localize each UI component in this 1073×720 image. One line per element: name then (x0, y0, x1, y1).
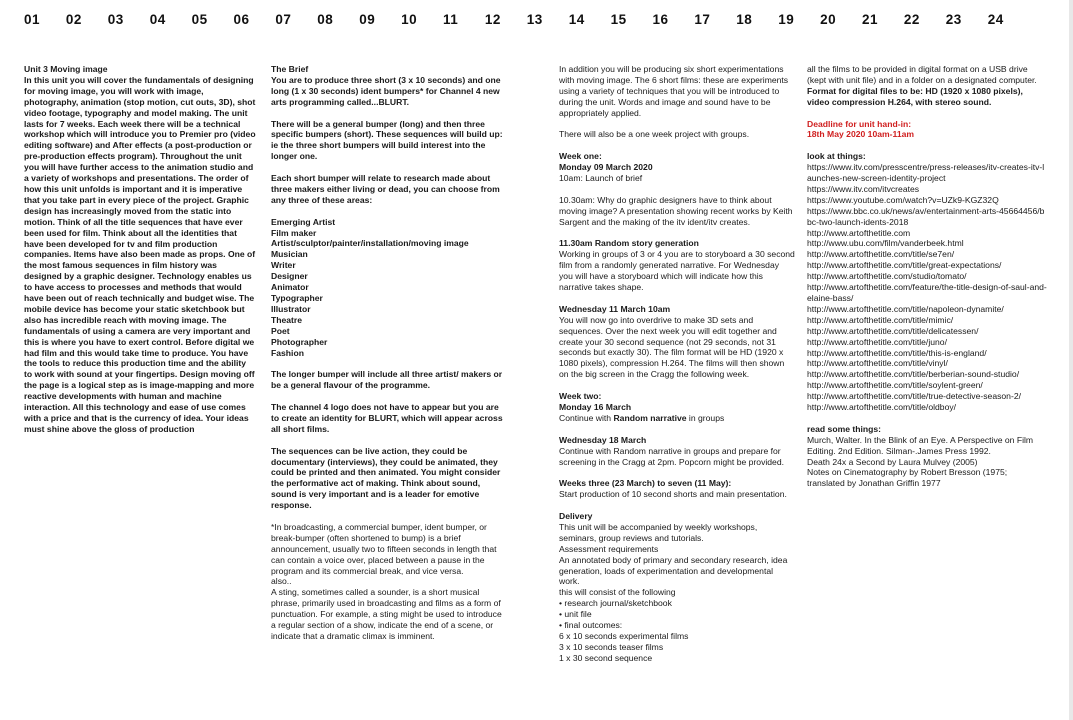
week1-launch: 10am: Launch of brief (559, 173, 643, 184)
delivery-item: 1 x 30 second sequence (559, 652, 653, 663)
grid-number: 08 (317, 12, 334, 27)
delivery-item: • final outcomes: (559, 620, 623, 631)
delivery-item: This unit will be accompanied by weekly workshops, seminars, group reviews and tutorials. (559, 521, 758, 543)
grid-number: 01 (24, 12, 41, 27)
week1-1130-title: 11.30am Random story generation (559, 238, 699, 249)
footnote-bumper: *In broadcasting, a commercial bumper, ident bumper, or break-bumper (often shortened to bump) is a brief announcement, usually two to fifteen seconds in length that can contain a voice over, placed between a pause in the program and its commercial break, and vice versa. (271, 521, 497, 576)
grid-number: 15 (610, 12, 627, 27)
week1-title: Week one: (559, 151, 602, 162)
delivery-list (559, 522, 795, 664)
deadline-date: 18th May 2020 10am-11am (807, 129, 915, 140)
column-number-ruler (0, 0, 1073, 40)
grid-number: 02 (65, 12, 82, 27)
resource-link[interactable]: http://www.artofthetitle.com/title/oldboy/ (807, 402, 957, 413)
area-item: Theatre (271, 314, 303, 325)
group-project-text: There will also be a one week project with groups. (559, 129, 750, 140)
look-title: look at things: (807, 151, 866, 162)
grid-number: 20 (820, 12, 837, 27)
area-item: Designer (271, 271, 308, 282)
column-brief (271, 64, 506, 653)
grid-number: 07 (275, 12, 292, 27)
week2-line (559, 413, 795, 424)
grid-number: 11 (443, 12, 459, 27)
wed11-title: Wednesday 11 March 10am (559, 303, 671, 314)
week2-bold: Random narrative (613, 412, 687, 423)
week1-1030: 10.30am: Why do graphic designers have to think about moving image? A presentation showing recent works by Keith Sargent and the making of the itv ident/itv creates. (559, 194, 793, 227)
delivery-item: 6 x 10 seconds experimental films (559, 630, 689, 641)
area-item: Illustrator (271, 303, 311, 314)
resource-link[interactable]: http://www.artofthetitle.com/title/this-is-england/ (807, 347, 987, 358)
week2-pre: Continue with (559, 412, 614, 423)
column-intro (24, 64, 256, 446)
brief-text: You are to produce three short (3 x 10 seconds) and one long (1 x 30 seconds) ident bumpers* for Channel 4 new arts programming called...BLURT. (271, 74, 501, 107)
delivery-item: • research journal/sketchbook (559, 598, 672, 609)
format-bold: Format for digital files to be: HD (1920 x 1080 pixels), video compression H.264, with stereo sound. (807, 85, 1023, 107)
wed11-body: You will now go into overdrive to make 3D sets and sequences. Over the next week you will edit together and create your 30 second sequence (not 29 seconds, not 31 seconds but exactly 30). The film format will be HD (1920 x 1080 pixels), compression H.264. The films will then shown on the big screen in the Cragg the following week. (559, 314, 785, 380)
delivery-item: Assessment requirements (559, 543, 659, 554)
grid-number: 12 (484, 12, 501, 27)
format-text (807, 64, 1047, 108)
area-item: Musician (271, 249, 308, 260)
grid-number: 10 (401, 12, 418, 27)
delivery-item: • unit file (559, 609, 592, 620)
weeks37-body: Start production of 10 second shorts and main presentation. (559, 489, 787, 500)
areas-list (271, 217, 506, 359)
links-list (807, 162, 1047, 413)
area-item: Poet (271, 325, 290, 336)
sequences-text: The sequences can be live action, they could be documentary (interviews), they could be animated, they could be printed and then animated. You might consider the performative act of making. Think about sound, sound is very important and is a leader for emotive response. (271, 445, 501, 511)
reading-item: Murch, Walter. In the Blink of an Eye. A Perspective on Film Editing. 2nd Edition. Silman-.James Press 1992. (807, 434, 1034, 456)
unit-body: In this unit you will cover the fundamentals of designing for moving image, you will work with image, photography, animation (stop motion, cut outs, 3D), shot video footage, typography and model making. The unit lasts for 7 weeks. Each week there will be a technical workshop which will introduce you to Premier pro (video editing software) and After effects (a post-production or pre-production effects program). Throughout the unit you will have further access to the animation studio and a variety of workshops and presentations. The order of how this unit unfolds is important and it is imperative that you take part in every piece of the project. Graphic design has increasingly moved from the static into motion. Think of all the title sequences that have ever been used for film. Think about all the identities that have been developed for tv and film production companies. Items have also been made as props. One of the most famous sequences in film history was designed by a graphic designer. Technology enables us to have access to processes and methods that would have been out of reach technically and budget wise. The mobile device has become your static sketchbook but also has incredible reach with moving image. The fundamentals of using a camera are very important and this is where you have to exert control. Before digital we had film and this would take time to produce. You have the tools to reduce this production time and the ability to work with sound at your fingertips. Design moving off the page is a logical step as is image-mapping and more reactive developments with human and machine interaction. All this technology and ease of use comes with a price and that is the currency of idea. Your ideas must shine above the gloss of production (24, 74, 256, 434)
grid-number: 21 (862, 12, 879, 27)
scrollbar[interactable] (1069, 0, 1073, 720)
delivery-title: Delivery (559, 511, 593, 522)
grid-number: 09 (359, 12, 376, 27)
week2-date: Monday 16 March (559, 402, 632, 412)
grid-number: 05 (191, 12, 208, 27)
footnote-sting: A sting, sometimes called a sounder, is a short musical phrase, primarily used in broadcasting and films as a form of punctuation. For example, a sting might be used to introduce a regular section of a show, indicate the end of a scene, or indicate that a dramatic climax is imminent. (271, 587, 502, 642)
grid-number: 19 (778, 12, 795, 27)
resource-link[interactable]: http://www.artofthetitle.com/title/mimic/ (807, 314, 954, 325)
general-bumper-text: There will be a general bumper (long) and then three specific bumpers (short). These sequences will build up: ie the three short bumpers will build interest into the longer one. (271, 118, 503, 162)
resource-link[interactable]: http://www.artofthetitle.com/title/juno/ (807, 336, 947, 347)
resource-link[interactable]: http://www.artofthetitle.com/title/vinyl/ (807, 358, 948, 369)
area-item: Emerging Artist (271, 216, 336, 227)
resource-link[interactable]: https://www.bbc.co.uk/news/av/entertainment-arts-45664456/bbc-two-launch-idents-2018 (807, 205, 1045, 227)
research-text: Each short bumper will relate to research made about three makers either living or dead, you can choose from any three of these areas: (271, 173, 500, 205)
brief-heading: The Brief (271, 64, 309, 74)
grid-number: 23 (945, 12, 962, 27)
resource-link[interactable]: https://www.youtube.com/watch?v=UZk9-KGZ32Q (807, 194, 999, 205)
column-resources (807, 64, 1047, 489)
delivery-item: 3 x 10 seconds teaser films (559, 641, 664, 652)
intro-text: In addition you will be producing six short experimentations with moving image. The 6 short films: these are experiments using a variety of techniques that you will be introduced to during the unit. Words and image and sound have to be appropriately applied. (559, 64, 789, 118)
resource-link[interactable]: http://www.artofthetitle.com/title/napoleon-dynamite/ (807, 303, 1004, 314)
grid-number: 06 (233, 12, 250, 27)
area-item: Film maker (271, 227, 317, 238)
reading-item: Death 24x a Second by Laura Mulvey (2005) (807, 456, 978, 467)
resource-link[interactable]: http://www.artofthetitle.com/title/great-expectations/ (807, 260, 1002, 271)
weeks37-title: Weeks three (23 March) to seven (11 May): (559, 478, 732, 489)
read-title: read some things: (807, 423, 882, 434)
week1-1130-body: Working in groups of 3 or 4 you are to storyboard a 30 second film from a randomly generated narrative. For Wednesday you will have a storyboard which will indicate how this narrative takes shape. (559, 249, 795, 293)
resource-link[interactable]: https://www.itv.com/presscentre/press-releases/itv-creates-itv-launches-new-screen-identity-project (807, 162, 1045, 184)
grid-number: 14 (568, 12, 585, 27)
resource-link[interactable]: http://www.artofthetitle.com/title/berberian-sound-studio/ (807, 369, 1020, 380)
resource-link[interactable]: http://www.artofthetitle.com/title/true-detective-season-2/ (807, 391, 1021, 402)
grid-number: 13 (526, 12, 543, 27)
grid-number: 24 (987, 12, 1004, 27)
deadline-title: Deadline for unit hand-in: (807, 118, 912, 129)
delivery-item: this will consist of the following (559, 587, 676, 598)
longer-bumper-text: The longer bumper will include all three artist/ makers or be a general flavour of the programme. (271, 369, 503, 391)
reads-list (807, 435, 1047, 490)
unit-heading: Unit 3 Moving image (24, 64, 108, 74)
wed18-title: Wednesday 18 March (559, 434, 647, 445)
grid-number: 22 (903, 12, 920, 27)
area-item: Photographer (271, 336, 328, 347)
logo-text: The channel 4 logo does not have to appear but you are to create an identity for BLURT, which will appear across all short films. (271, 402, 503, 434)
resource-link[interactable]: https://www.itv.com/itvcreates (807, 183, 920, 194)
week2-post: in groups (686, 412, 725, 423)
wed18-body: Continue with Random narrative in groups and prepare for screening in the Cragg at 2pm. Popcorn might be provided. (559, 445, 784, 467)
grid-number: 16 (652, 12, 669, 27)
resource-link[interactable]: http://www.artofthetitle.com/title/se7en/ (807, 249, 955, 260)
grid-number: 17 (694, 12, 711, 27)
footnote-also: also.. (271, 576, 292, 587)
resource-link[interactable]: http://www.artofthetitle.com/title/delicatessen/ (807, 325, 979, 336)
resource-link[interactable]: http://www.artofthetitle.com/studio/tomato/ (807, 271, 967, 282)
area-item: Animator (271, 282, 309, 293)
grid-number: 03 (107, 12, 124, 27)
delivery-item: An annotated body of primary and secondary research, idea generation, loads of experimentation and developmental work. (559, 554, 788, 587)
grid-number: 18 (736, 12, 753, 27)
grid-number: 04 (149, 12, 166, 27)
reading-item: Notes on Cinematography by Robert Bresson (1975; translated by Jonathan Griffin 1977 (807, 467, 1008, 489)
resource-link[interactable]: http://www.artofthetitle.com/feature/the-title-design-of-saul-and-elaine-bass/ (807, 282, 1047, 303)
column-schedule (559, 64, 795, 664)
area-item: Fashion (271, 347, 304, 358)
week2-title: Week two: (559, 391, 602, 402)
resource-link[interactable]: http://www.ubu.com/film/vanderbeek.html (807, 238, 964, 249)
week1-date: Monday 09 March 2020 (559, 162, 653, 173)
area-item: Typographer (271, 292, 323, 303)
resource-link[interactable]: http://www.artofthetitle.com (807, 227, 911, 238)
format-pre: all the films to be provided in digital format on a USB drive (kept with unit file) and in a folder on a designated computer. (807, 64, 1037, 85)
resource-link[interactable]: http://www.artofthetitle.com/title/soylent-green/ (807, 380, 983, 391)
area-item: Writer (271, 260, 296, 271)
area-item: Artist/sculptor/painter/installation/moving image (271, 238, 469, 249)
